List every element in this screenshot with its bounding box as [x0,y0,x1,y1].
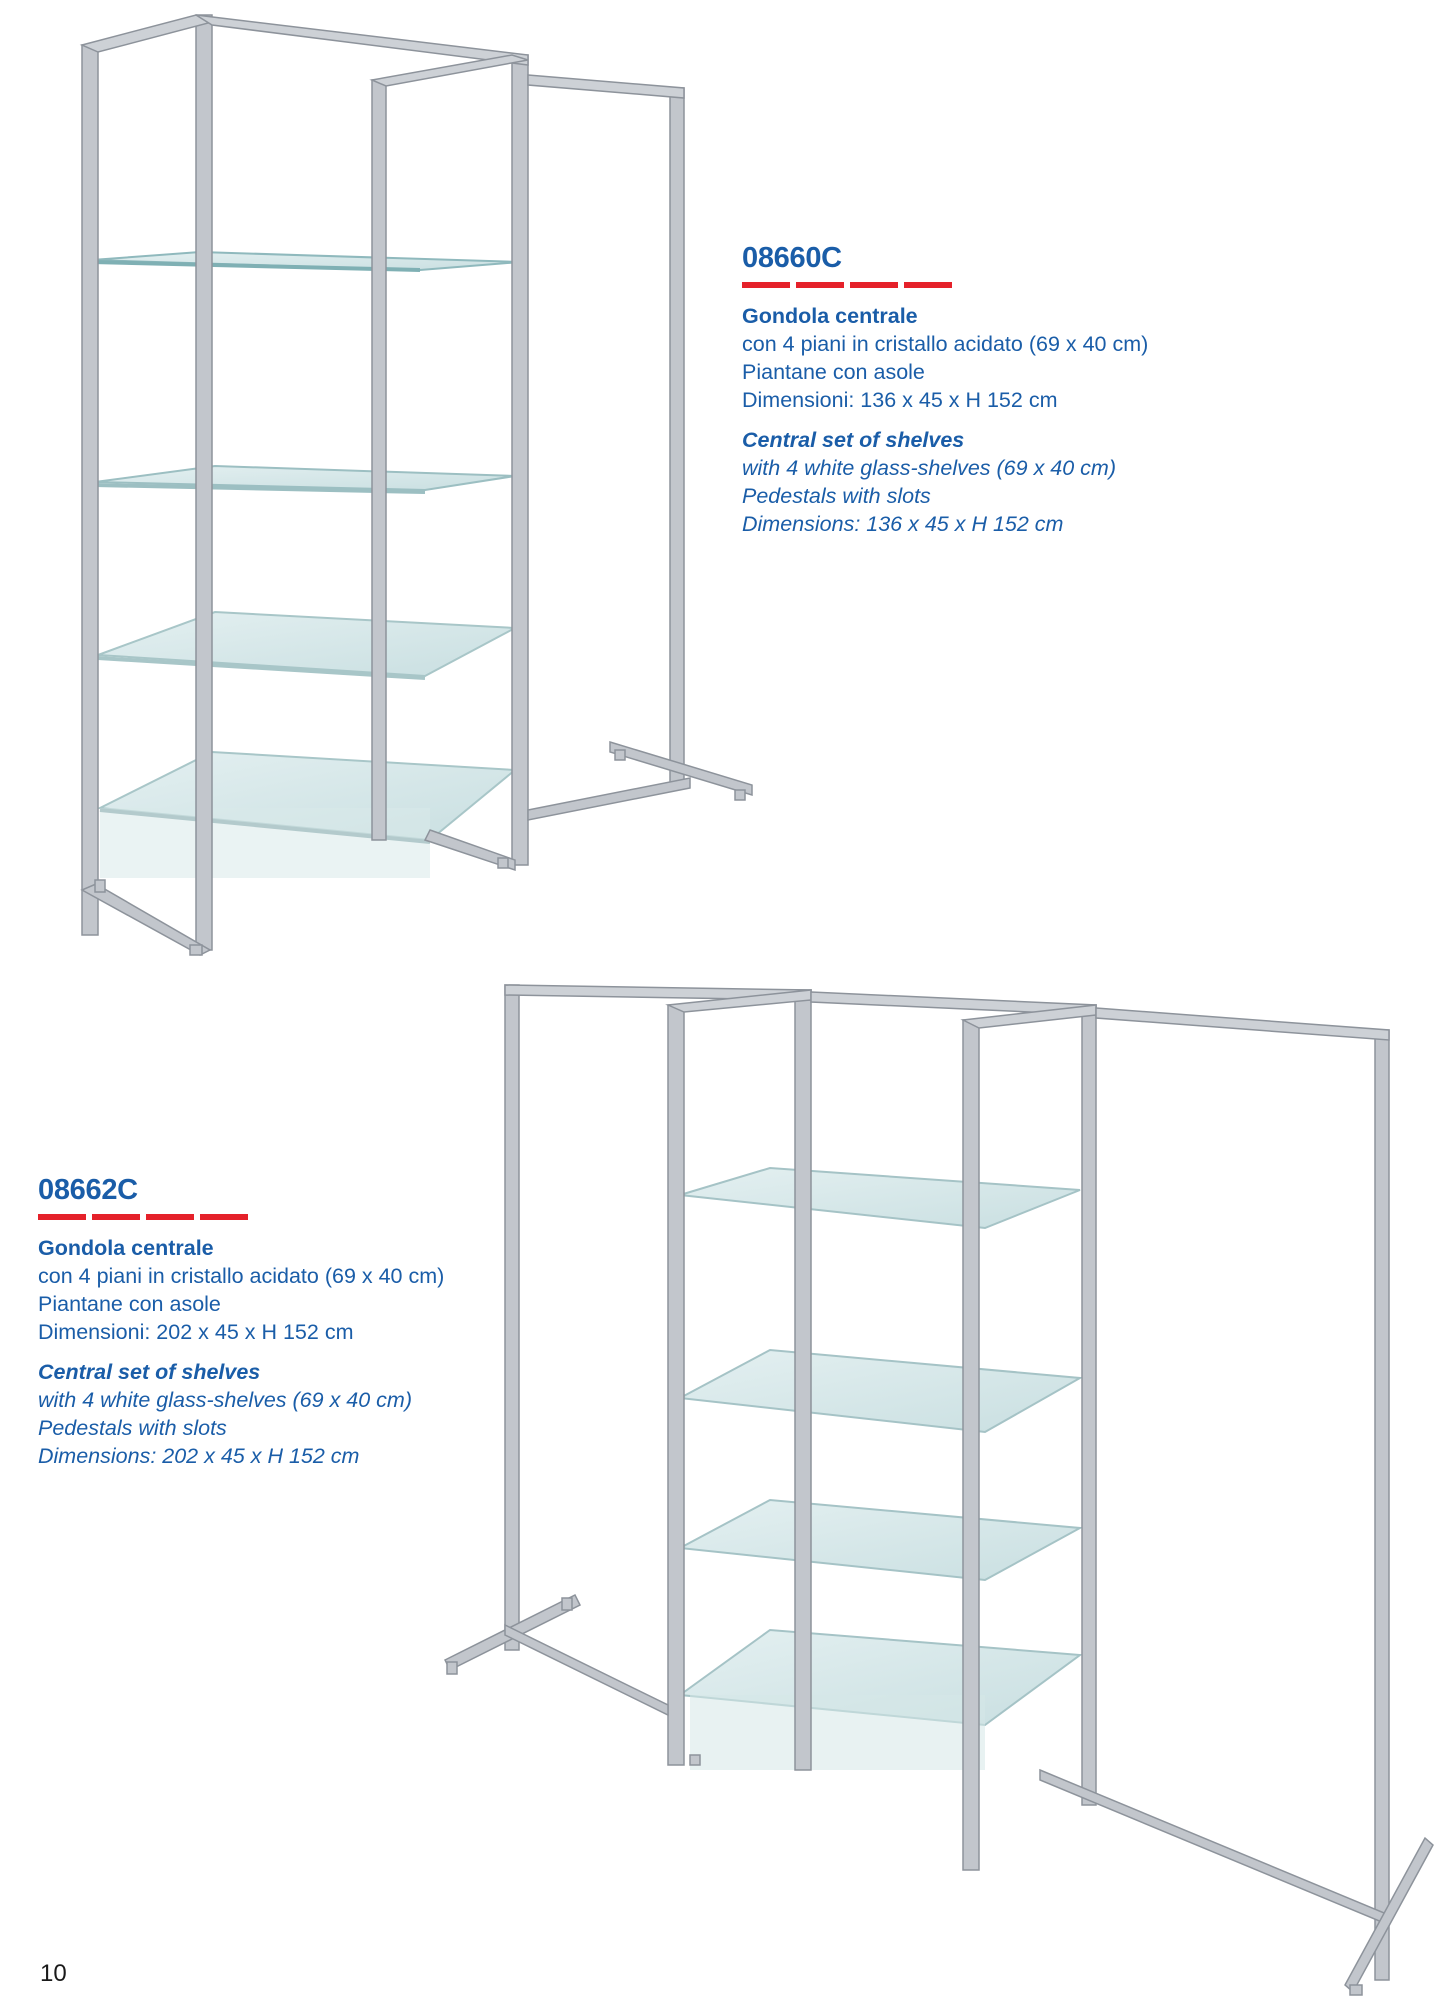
italian-line: Piantane con asole [38,1292,221,1316]
english-description [38,1358,578,1470]
red-dash-divider [38,1214,578,1220]
english-line: with 4 white glass-shelves (69 x 40 cm) [38,1388,413,1412]
dash [38,1214,86,1220]
dash [200,1214,248,1220]
page-number: 10 [40,1960,67,1987]
italian-line: Dimensioni: 136 x 45 x H 152 cm [742,388,1058,412]
product-code: 08660C [742,242,842,274]
product-code: 08662C [38,1174,138,1206]
italian-title: Gondola centrale [38,1236,214,1260]
english-line: with 4 white glass-shelves (69 x 40 cm) [742,456,1117,480]
italian-description [742,302,1282,414]
english-title: Central set of shelves [742,428,965,452]
shelf-unit-08660c-image [82,15,752,955]
italian-title: Gondola centrale [742,304,918,328]
product-08662c [38,1172,578,1470]
product-08660c [742,240,1282,538]
english-line: Pedestals with slots [742,484,931,508]
dash [92,1214,140,1220]
italian-line: Piantane con asole [742,360,925,384]
dash [742,282,790,288]
english-title: Central set of shelves [38,1360,261,1384]
english-description [742,426,1282,538]
english-line: Pedestals with slots [38,1416,227,1440]
italian-description [38,1234,578,1346]
italian-line: Dimensioni: 202 x 45 x H 152 cm [38,1320,354,1344]
italian-line: con 4 piani in cristallo acidato (69 x 40 cm) [38,1264,445,1288]
dash [850,282,898,288]
english-line: Dimensions: 136 x 45 x H 152 cm [742,512,1064,536]
english-line: Dimensions: 202 x 45 x H 152 cm [38,1444,360,1468]
shelf-unit-08662c-image [445,985,1433,1995]
dash [796,282,844,288]
italian-line: con 4 piani in cristallo acidato (69 x 40 cm) [742,332,1149,356]
red-dash-divider [742,282,1282,288]
dash [904,282,952,288]
dash [146,1214,194,1220]
